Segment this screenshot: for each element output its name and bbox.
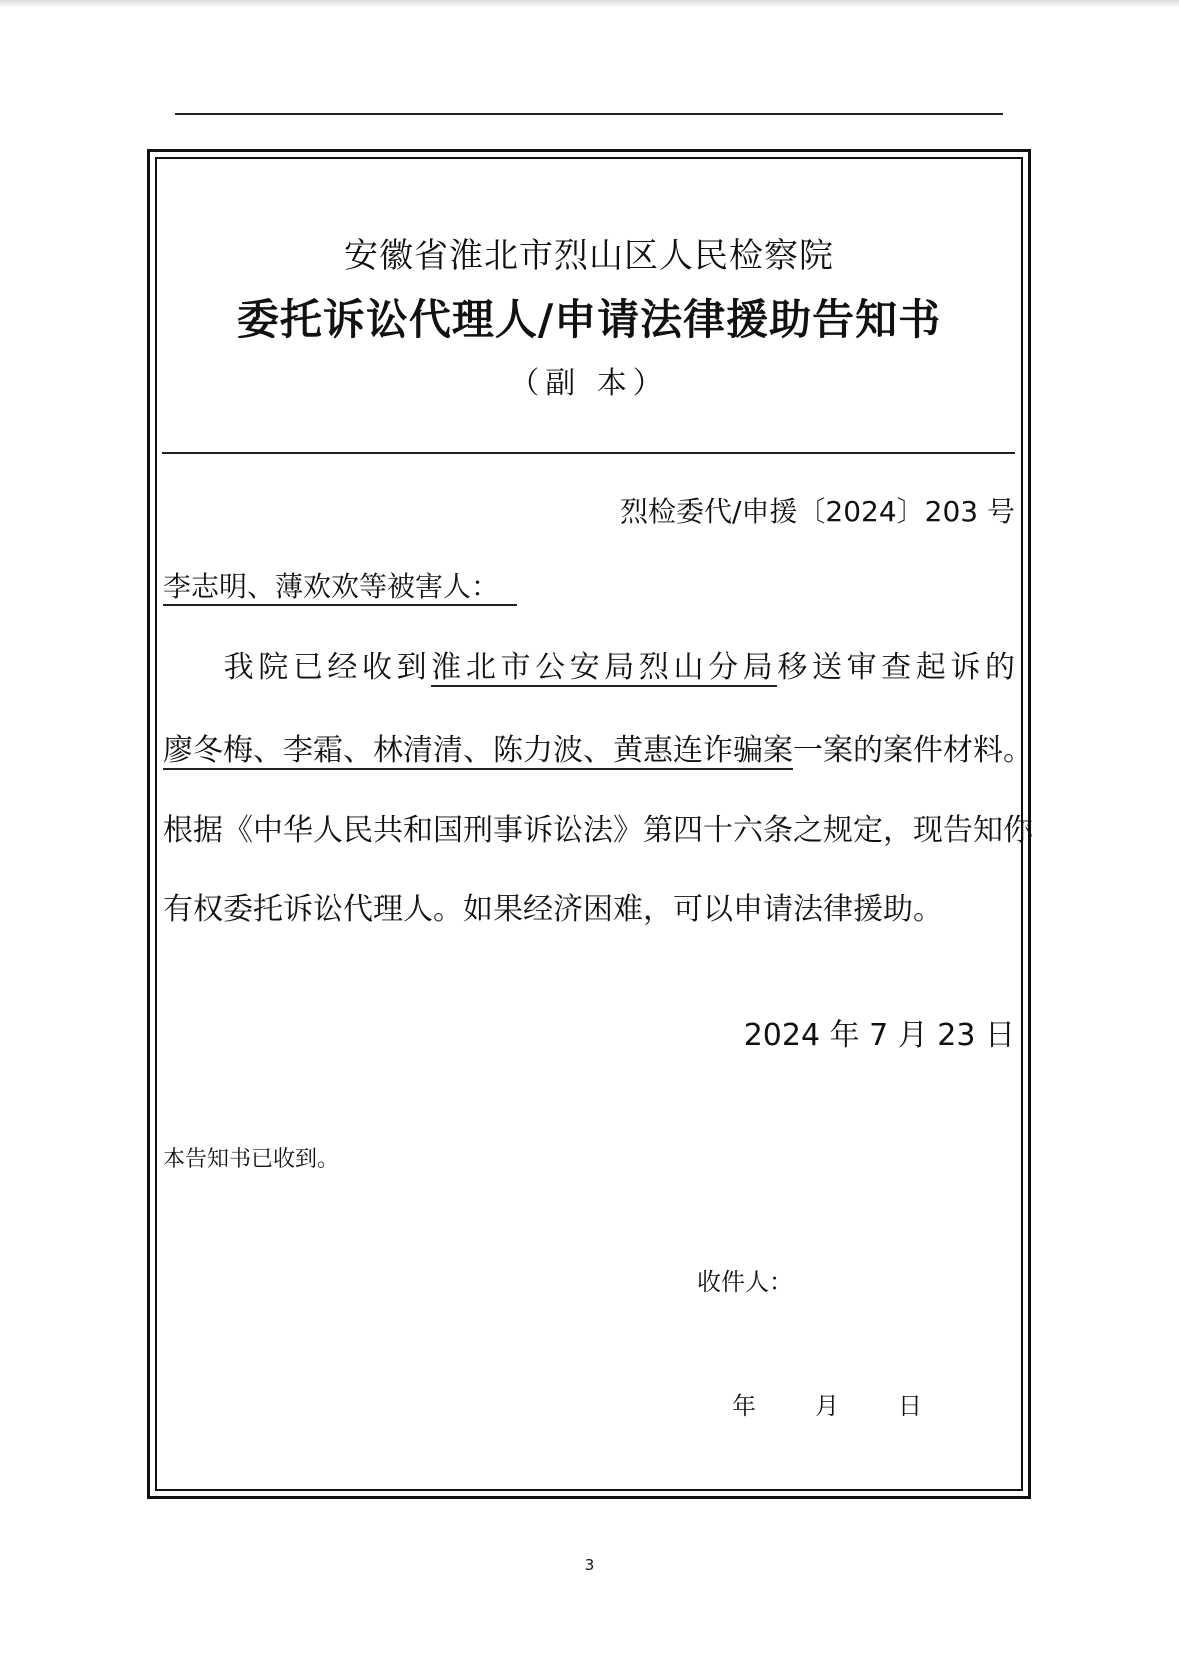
sign-day-label: 日	[898, 1392, 922, 1420]
body-line-1-prefix: 我院已经收到	[219, 650, 432, 685]
transferring-agency: 淮北市公安局烈山分局	[431, 650, 778, 685]
copy-label: （副 本）	[509, 366, 669, 401]
document-number: 烈检委代/申援〔2024〕203 号	[619, 495, 1015, 528]
document-title: 委托诉讼代理人/申请法律援助告知书	[236, 295, 942, 344]
receipt-statement: 本告知书已收到。	[163, 1147, 340, 1172]
body-line-3: 根据《中华人民共和国刑事诉讼法》第四十六条之规定，现告知你	[163, 813, 1033, 848]
sign-year-label: 年	[732, 1392, 756, 1420]
issue-date: 2024 年 7 月 23 日	[743, 1018, 1015, 1053]
case-name: 廖冬梅、李霜、林清清、陈力波、黄惠连诈骗案	[163, 733, 793, 768]
body-line-2	[163, 731, 1033, 771]
page-top-shadow	[0, 0, 1179, 8]
page-number: 3	[584, 1556, 595, 1574]
body-line-1-suffix: 移送审查起诉的	[777, 650, 1016, 685]
title-divider	[162, 452, 1015, 454]
body-line-4: 有权委托诉讼代理人。如果经济困难，可以申请法律援助。	[163, 892, 943, 927]
body-line-1	[163, 648, 1015, 688]
sign-month-label: 月	[815, 1392, 839, 1420]
body-line-2-suffix: 一案的案件材料。	[793, 733, 1033, 768]
recipient-line: 李志明、薄欢欢等被害人：	[163, 570, 517, 606]
receiver-signature-label: 收件人：	[697, 1268, 793, 1296]
issuing-agency: 安徽省淮北市烈山区人民检察院	[344, 236, 834, 276]
header-rule	[175, 113, 1003, 115]
